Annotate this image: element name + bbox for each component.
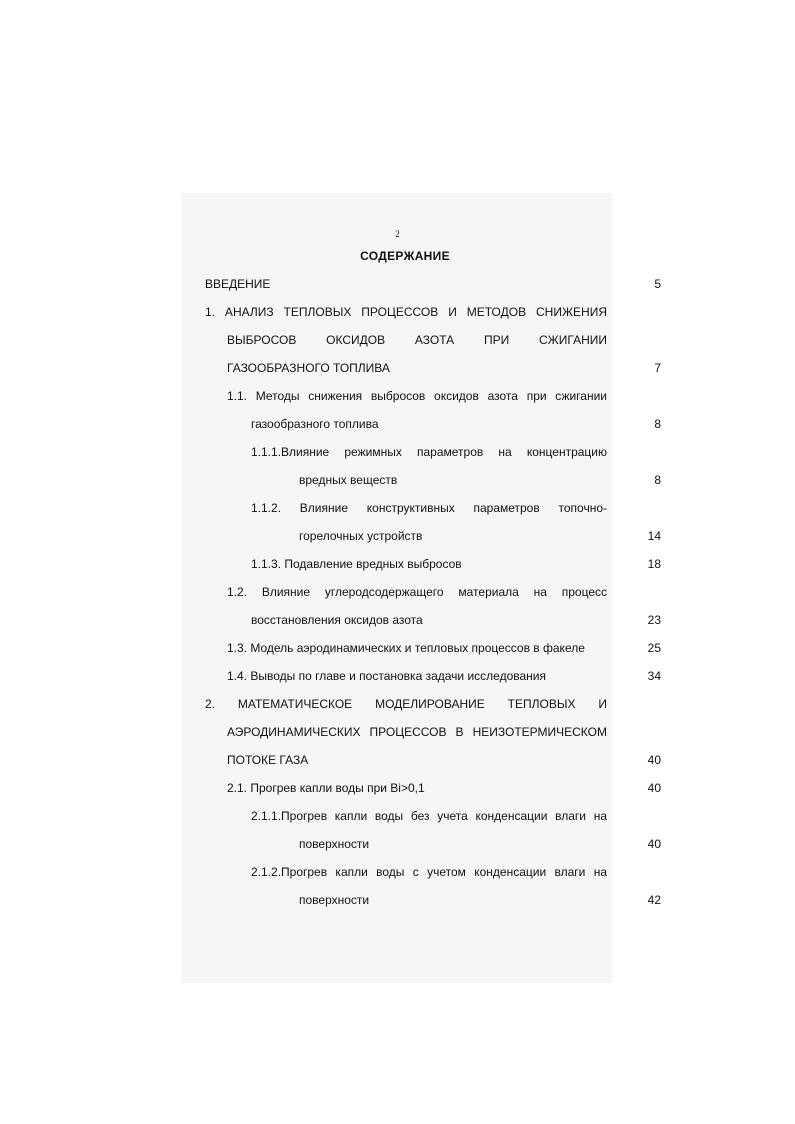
toc-entry-1-1-3: 1.1.3. Подавление вредных выбросов: [251, 557, 462, 571]
toc-entry-1-3: 1.3. Модель аэродинамических и тепловых процессов в факеле: [227, 641, 585, 655]
toc-entry-2-1-1-line1: 2.1.1.Прогрев капли воды без учета конденсации влаги на: [251, 809, 607, 823]
toc-entry-2-1-2-line2: поверхности: [299, 893, 370, 907]
toc-entry-1-2-line2: восстановления оксидов азота: [251, 613, 423, 627]
toc-page: 18: [647, 557, 661, 571]
toc-entry-1-1-2-line2: горелочных устройств: [299, 529, 423, 543]
toc-page: 7: [654, 361, 661, 375]
toc-entry-2-line2: АЭРОДИНАМИЧЕСКИХ ПРОЦЕССОВ В НЕИЗОТЕРМИЧЕСКОМ: [227, 725, 607, 739]
toc-entry-intro: ВВЕДЕНИЕ: [205, 277, 271, 291]
toc-entry-1-line3: ГАЗООБРАЗНОГО ТОПЛИВА: [227, 361, 390, 375]
toc-page: 23: [647, 613, 661, 627]
toc-page: 8: [654, 417, 661, 431]
toc-page: 25: [647, 641, 661, 655]
toc-entry-1-1-1-line2: вредных веществ: [299, 473, 398, 487]
toc-page: 40: [647, 753, 661, 767]
toc-page: 8: [654, 473, 661, 487]
toc-entry-1-1-line1: 1.1. Методы снижения выбросов оксидов азота при сжигании: [227, 389, 607, 403]
toc-page: 14: [647, 529, 661, 543]
toc-entry-1-1-2-line1: 1.1.2. Влияние конструктивных параметров топочно-: [251, 501, 607, 515]
toc-page: 34: [647, 669, 661, 683]
page-title: СОДЕРЖАНИЕ: [360, 249, 450, 263]
page-number: 2: [395, 229, 400, 239]
toc-page: 5: [654, 277, 661, 291]
toc-page: 40: [647, 781, 661, 795]
toc-entry-2-line1: 2. МАТЕМАТИЧЕСКОЕ МОДЕЛИРОВАНИЕ ТЕПЛОВЫХ И: [205, 697, 607, 711]
toc-entry-1-2-line1: 1.2. Влияние углеродсодержащего материала на процесс: [227, 585, 607, 599]
toc-entry-2-1-1-line2: поверхности: [299, 837, 370, 851]
toc-entry-1-1-line2: газообразного топлива: [251, 417, 379, 431]
toc-entry-1-line2: ВЫБРОСОВ ОКСИДОВ АЗОТА ПРИ СЖИГАНИИ: [227, 333, 607, 347]
toc-entry-2-line3: ПОТОКЕ ГАЗА: [227, 753, 309, 767]
toc-entry-1-line1: 1. АНАЛИЗ ТЕПЛОВЫХ ПРОЦЕССОВ И МЕТОДОВ СНИЖЕНИЯ: [205, 305, 607, 319]
toc-entry-2-1: 2.1. Прогрев капли воды при Bi>0,1: [227, 781, 425, 795]
toc-page: 40: [647, 837, 661, 851]
toc-entry-2-1-2-line1: 2.1.2.Прогрев капли воды с учетом конденсации влаги на: [251, 865, 607, 879]
toc-entry-1-4: 1.4. Выводы по главе и постановка задачи исследования: [227, 669, 546, 683]
toc-entry-1-1-1-line1: 1.1.1.Влияние режимных параметров на концентрацию: [251, 445, 607, 459]
toc-page: 42: [647, 893, 661, 907]
